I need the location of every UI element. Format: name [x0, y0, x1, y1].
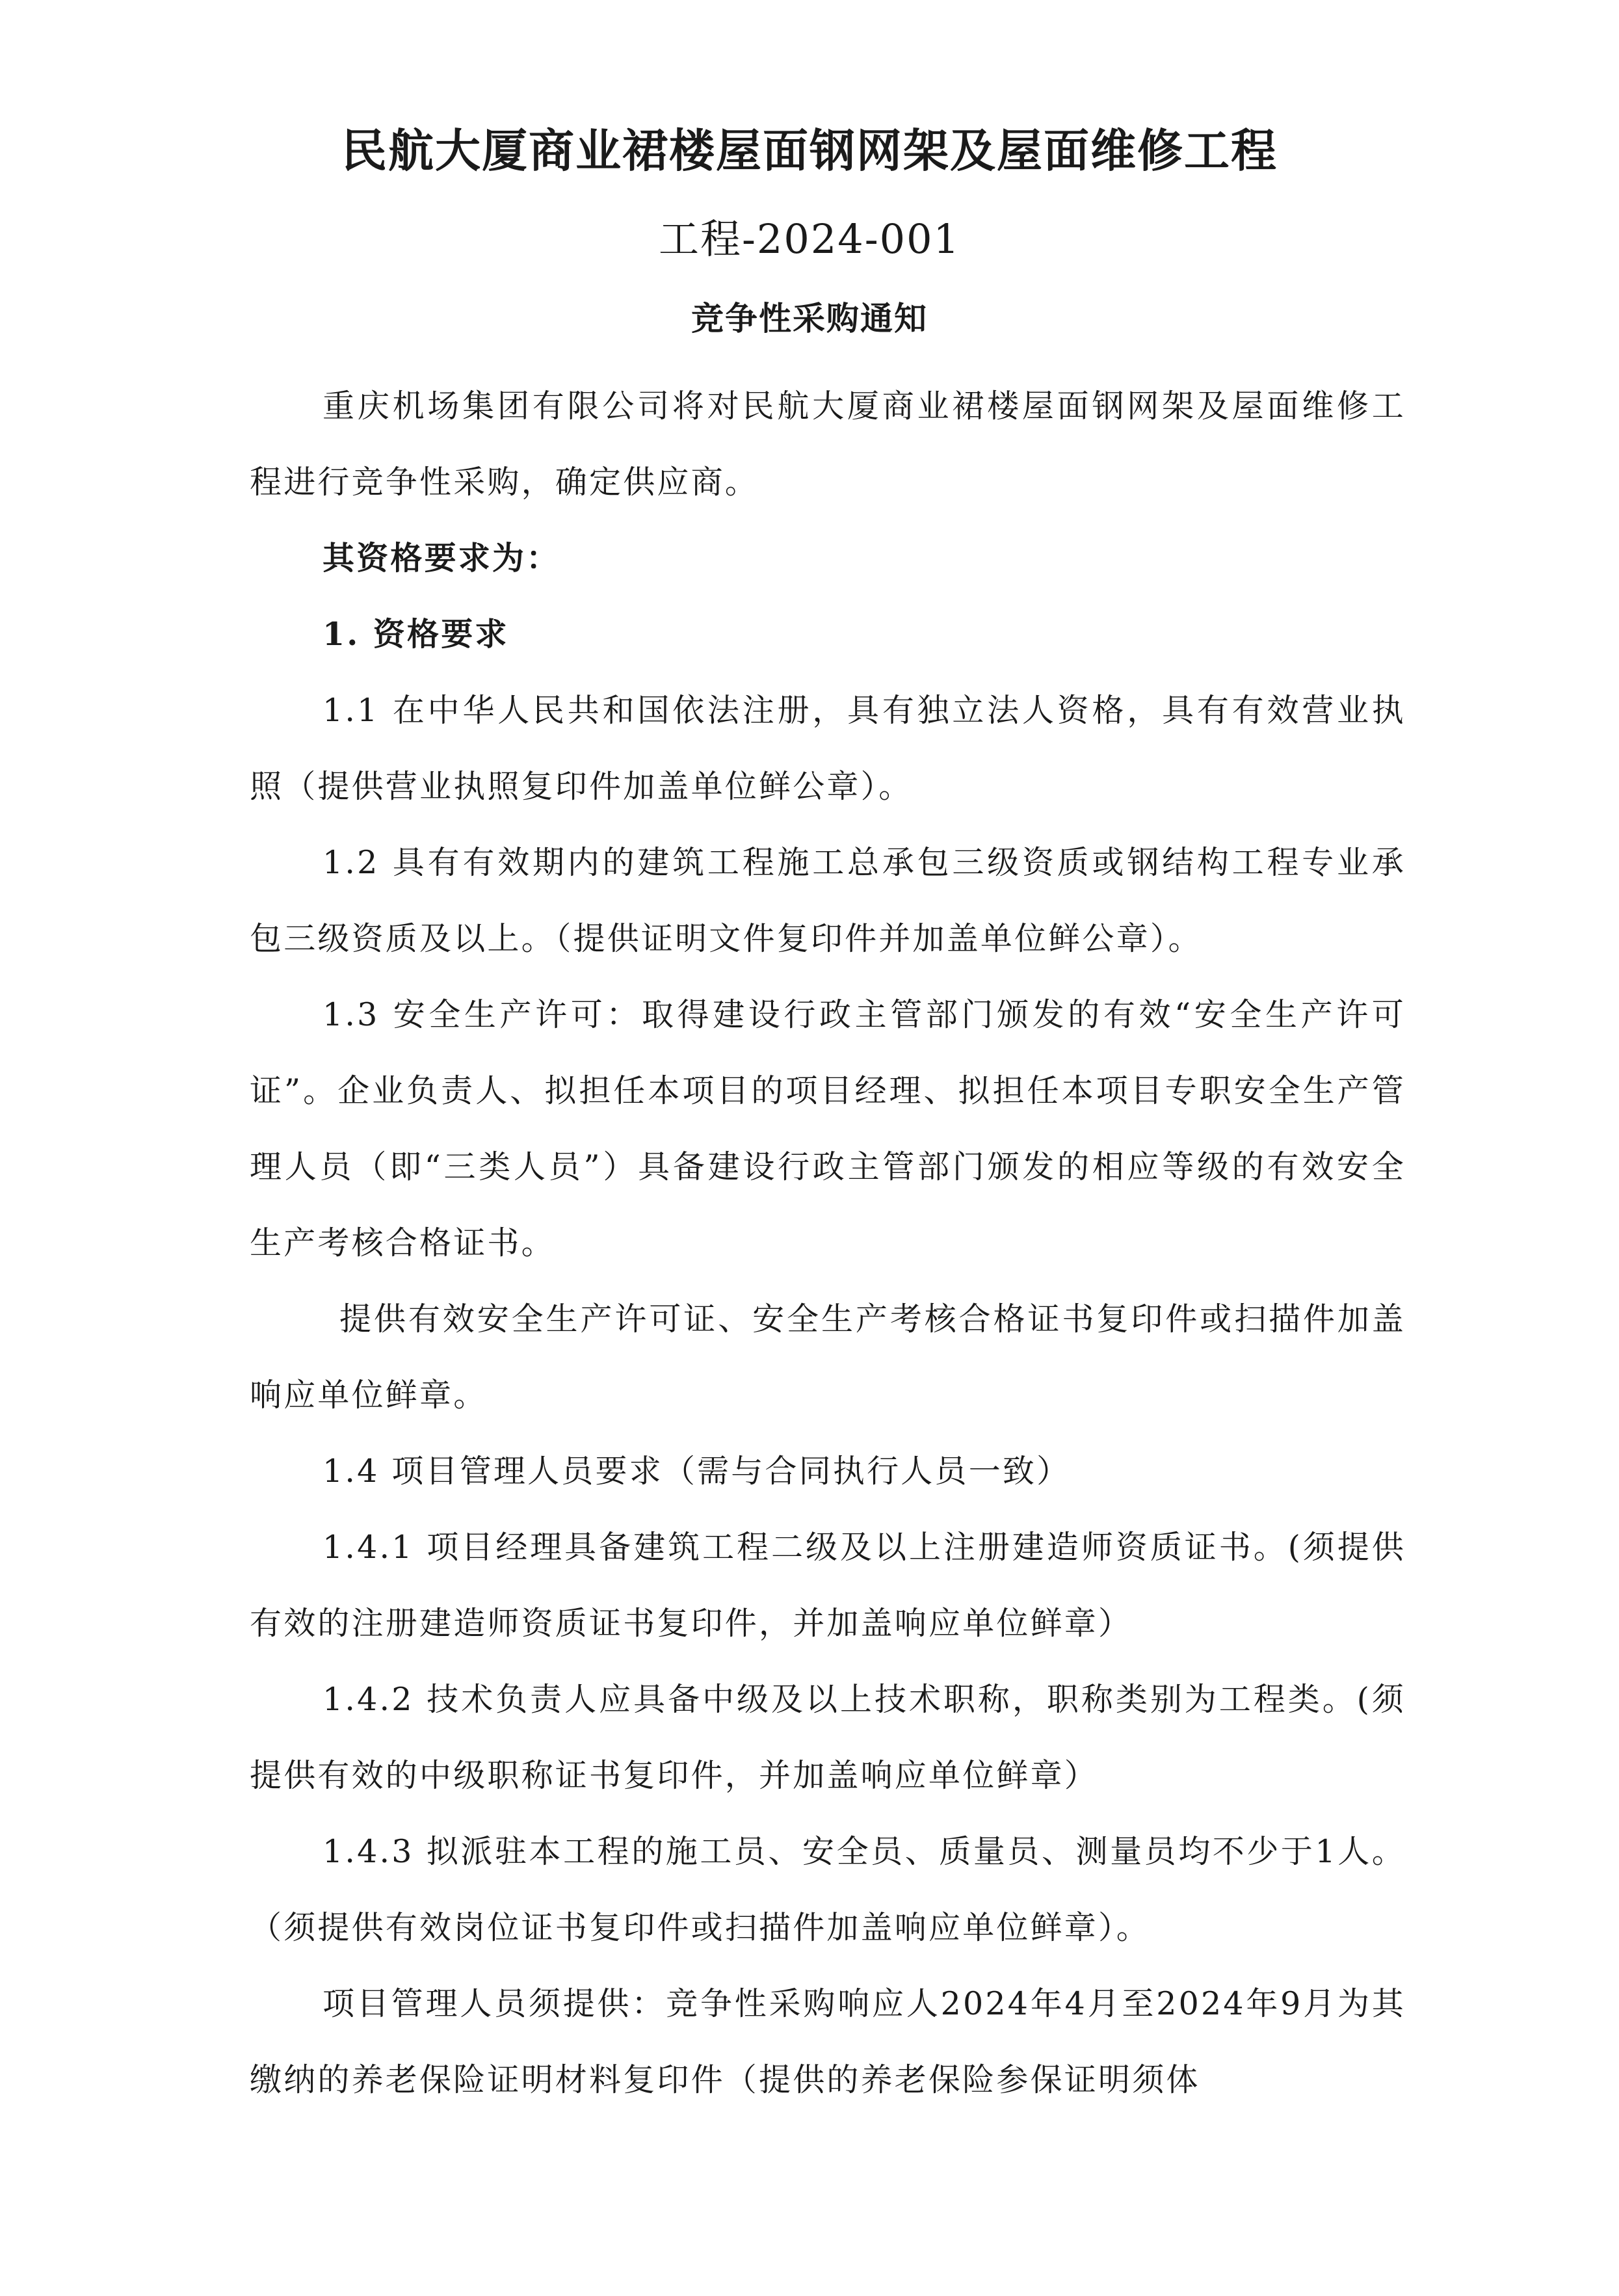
section-1-heading: 1. 资格要求 — [322, 615, 509, 653]
document-subtitle: 竞争性采购通知 — [691, 299, 928, 337]
document-title: 民航大厦商业裙楼屋面钢网架及屋面维修工程 — [341, 124, 1278, 178]
pension-requirement-paragraph: 项目管理人员须提供：竞争性采购响应人2024年4月至2024年9月为其缴纳的养老保险证明材料复印件（提供的养老保险参保证明须体 — [250, 1985, 1406, 2098]
clause-1-4-1: 1.4.1 项目经理具备建筑工程二级及以上注册建造师资质证书。(须提供有效的注册建造师资质证书复印件，并加盖响应单位鲜章） — [250, 1529, 1406, 1642]
clause-1-2: 1.2 具有有效期内的建筑工程施工总承包三级资质或钢结构工程专业承包三级资质及以上。（提供证明文件复印件并加盖单位鲜公章）。 — [250, 844, 1406, 957]
clause-1-4-2: 1.4.2 技术负责人应具备中级及以上技术职称，职称类别为工程类。(须提供有效的中级职称证书复印件，并加盖响应单位鲜章） — [250, 1681, 1406, 1794]
clause-1-3-note: 提供有效安全生产许可证、安全生产考核合格证书复印件或扫描件加盖响应单位鲜章。 — [250, 1300, 1406, 1414]
document-body — [250, 368, 1406, 2118]
clause-1-4-3: 1.4.3 拟派驻本工程的施工员、安全员、质量员、测量员均不少于1人。（须提供有效岗位证书复印件或扫描件加盖响应单位鲜章）。 — [250, 1833, 1406, 1946]
clause-1-3: 1.3 安全生产许可：取得建设行政主管部门颁发的有效“安全生产许可证”。企业负责人、拟担任本项目的项目经理、拟担任本项目专职安全生产管理人员（即“三类人员”）具备建设行政主管部门颁发的相应等级的有效安全生产考核合格证书。 — [250, 996, 1406, 1261]
clause-1-1: 1.1 在中华人民共和国依法注册，具有独立法人资格，具有有效营业执照（提供营业执照复印件加盖单位鲜公章）。 — [250, 692, 1406, 805]
qualification-heading: 其资格要求为： — [322, 539, 560, 577]
clause-1-4: 1.4 项目管理人员要求（需与合同执行人员一致） — [322, 1453, 1071, 1490]
project-code: 工程-2024-001 — [658, 215, 961, 263]
intro-paragraph: 重庆机场集团有限公司将对民航大厦商业裙楼屋面钢网架及屋面维修工程进行竞争性采购，确定供应商。 — [250, 388, 1406, 501]
